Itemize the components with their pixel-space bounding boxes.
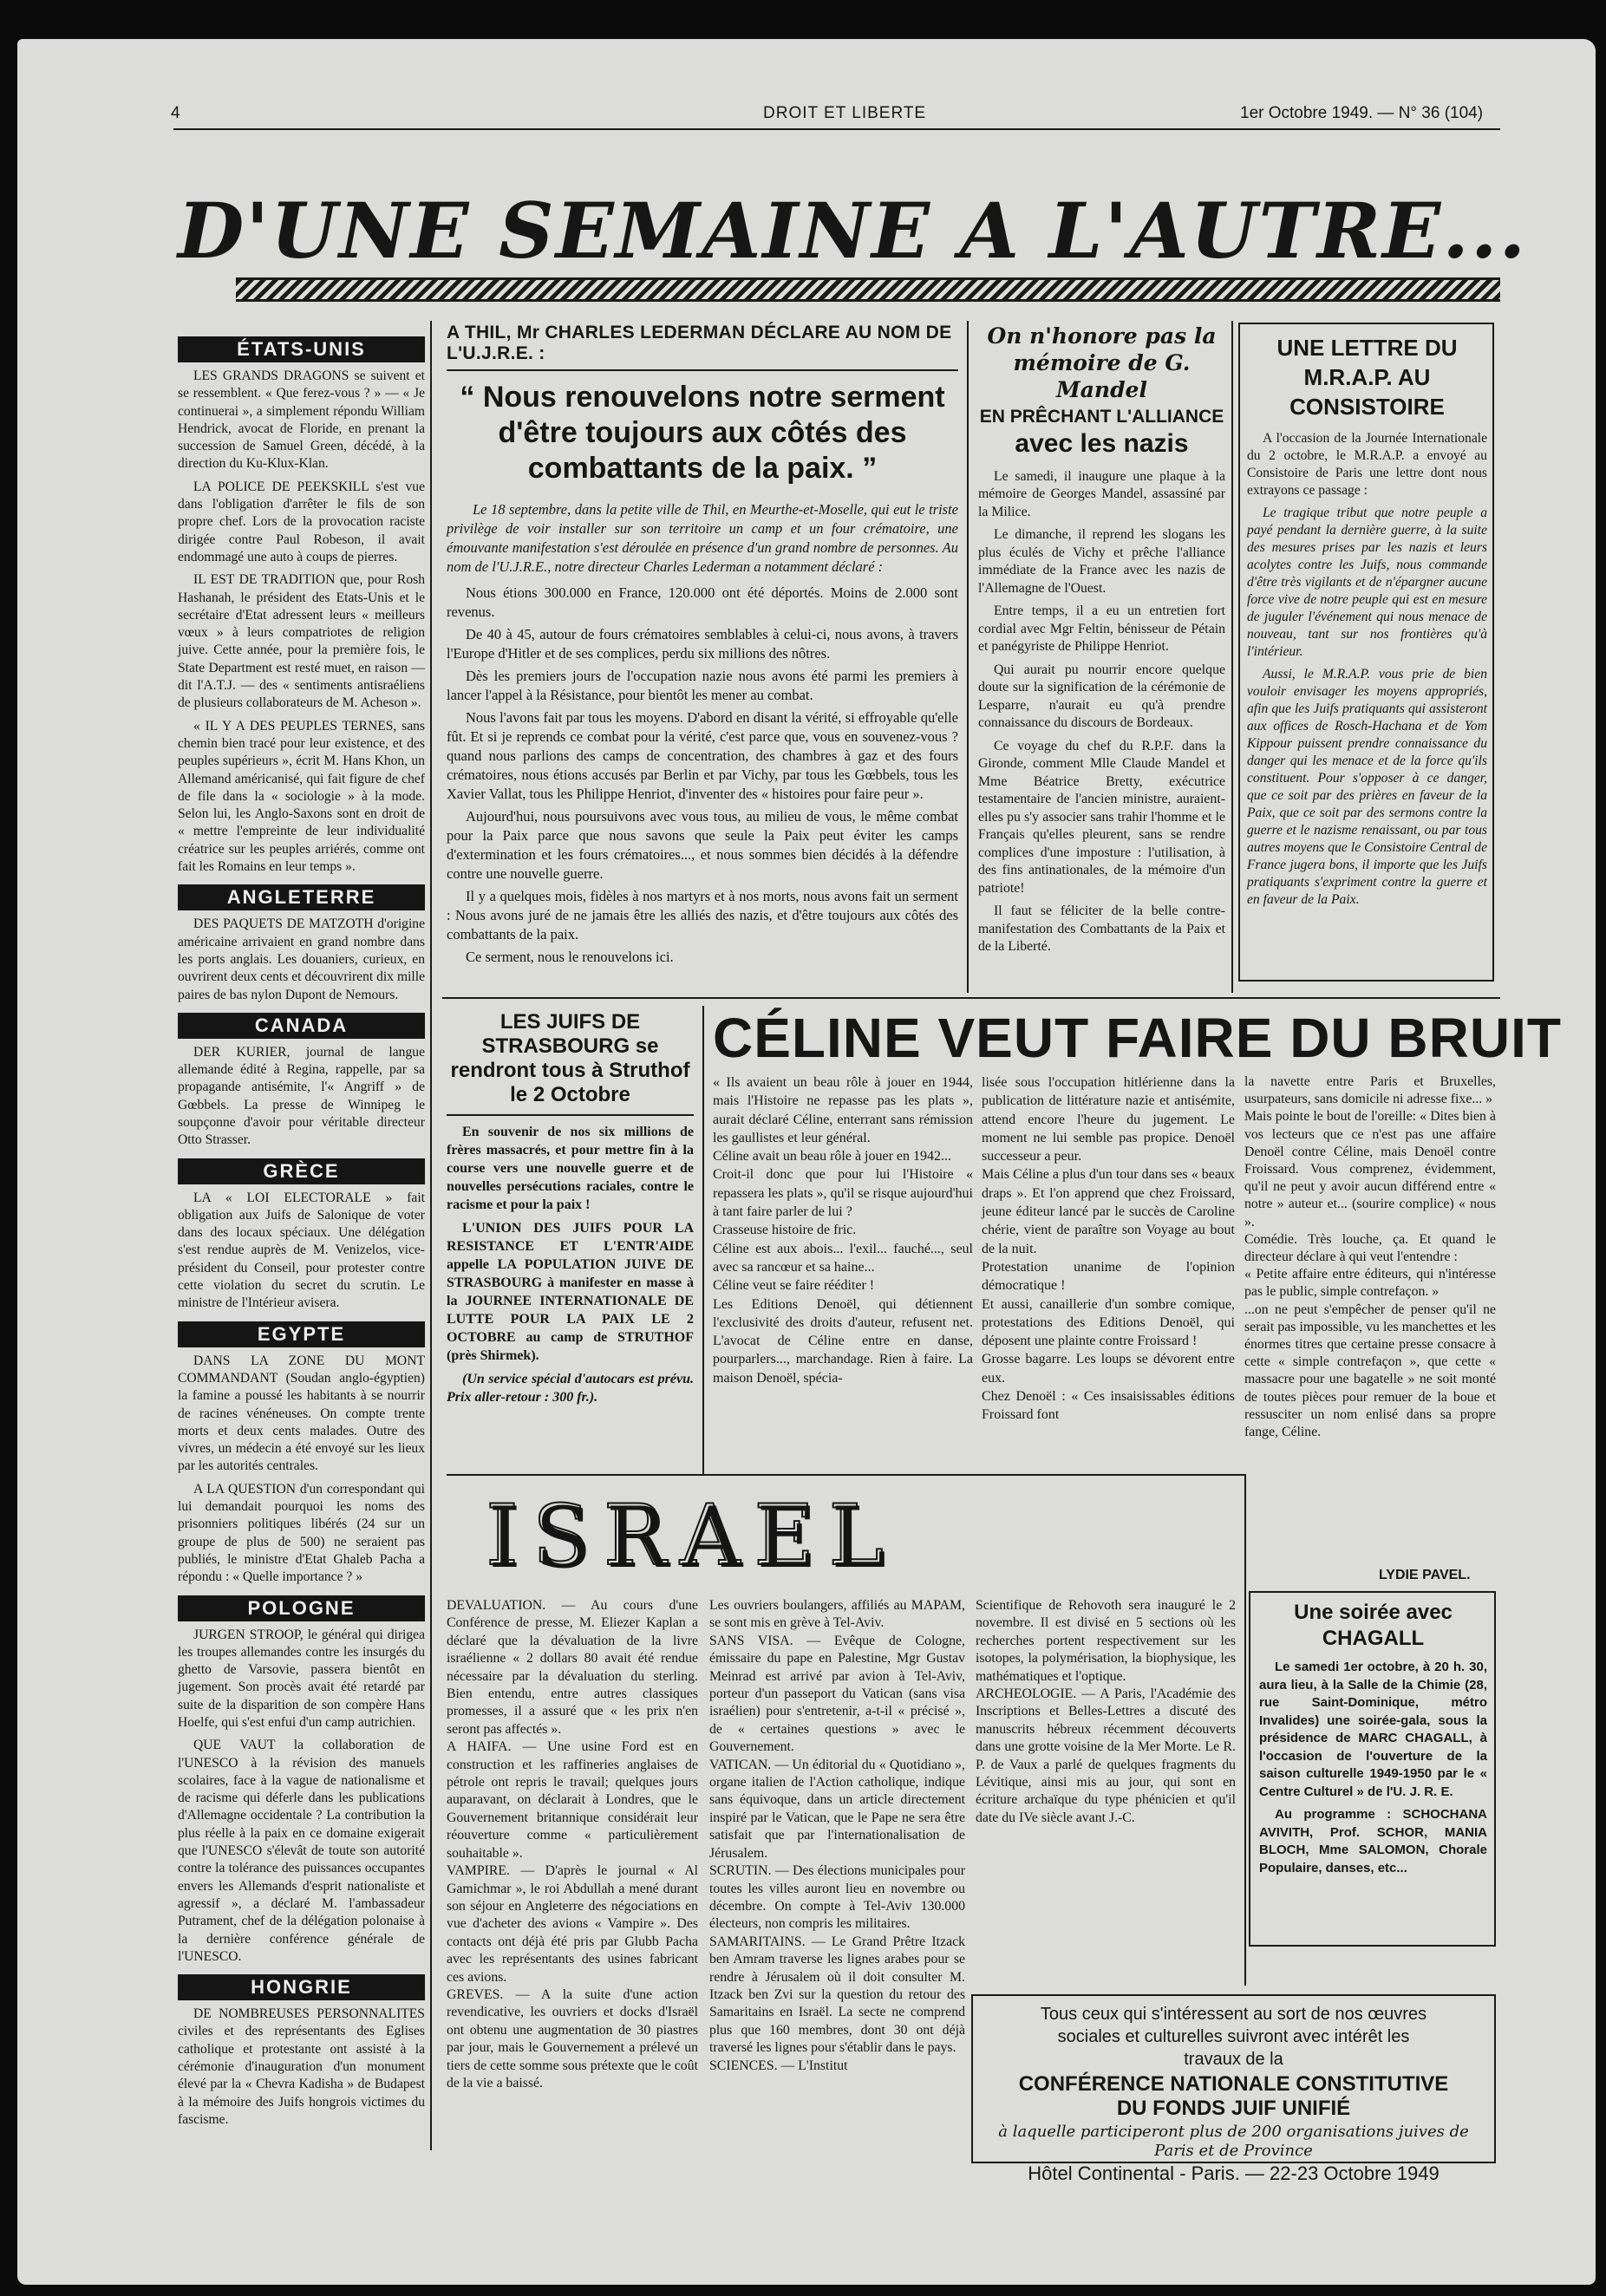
- strasbourg-headline: LES JUIFS DE STRASBOURG se rendront tous à Struthof le 2 Octobre: [447, 1010, 694, 1116]
- paper-name: DROIT ET LIBERTE: [763, 104, 927, 122]
- paragraph: A l'occasion de la Journée Internationale du 2 octobre, le M.R.A.P. a envoyé au Consistoire de Paris une lettre dont nous extrayons ce passage :: [1247, 431, 1487, 498]
- section-bar-angleterre: ANGLETERRE: [178, 884, 425, 910]
- section-rule: [447, 1474, 1244, 1476]
- strasbourg-article: [447, 1010, 694, 1412]
- column-rule: [430, 321, 432, 2150]
- mandel-headline: On n'honore pas la mémoire de G. Mandel: [987, 323, 1217, 402]
- news-angleterre: [178, 916, 425, 1003]
- conference-participants: à laquelle participeront plus de 200 organisations juives de Paris et de Province: [998, 2123, 1469, 2160]
- chagall-box: [1249, 1591, 1496, 1947]
- title-hatch-rule: [236, 277, 1500, 302]
- column-rule: [1231, 321, 1233, 993]
- paragraph: (Un service spécial d'autocars est prévu. Prix aller-retour : 300 fr.).: [447, 1372, 694, 1405]
- column-rule: [702, 1006, 704, 1474]
- paragraph: Ce voyage du chef du R.P.F. dans la Gironde, comment Mlle Claude Mandel et Mme Béatrice Bretty, exécutrice testamentaire de l'ancien ministre, auraient-elles pu s'y associer sans trahir l'homme et le Français qu'elles pleurent, sans se rendre complices d'une imposture : l'utilisation, à des fins antinationales, de la mémoire d'un patriote!: [978, 738, 1225, 896]
- conference-box: [971, 1994, 1496, 2184]
- news-canada: [178, 1044, 425, 1150]
- news-item: JURGEN STROOP, le général qui dirigea les troupes allemandes contre les insurgés du ghetto de Varsovie, passera bientôt en jugement. Son procès avait été retardé par suite de la disparition de son compère Hans Hoelfe, qui s'est enfui d'un camp autrichien.: [178, 1627, 425, 1730]
- column-rule: [1244, 1474, 1246, 1986]
- news-item: IL EST DE TRADITION que, pour Rosh Hashanah, le président des Etats-Unis et le secrétaire d'Etat adressent leurs « meilleurs vœux » à leurs compatriotes de religion juive. Cette année, pour la première fois, le State Department est resté muet, en raison — dit l'A.T.J. — des « sentiments antisraéliens de plusieurs collaborateurs de M. Acheson ».: [178, 572, 425, 711]
- paragraph: Le samedi, il inaugure une plaque à la mémoire de Georges Mandel, assassiné par la Milice.: [978, 468, 1225, 519]
- mandel-subhead-2: avec les nazis: [1015, 429, 1189, 459]
- section-bar-grece: GRÈCE: [178, 1158, 425, 1184]
- israel-headline: ISRAEL: [486, 1487, 898, 1584]
- news-item: DE NOMBREUSES PERSONNALITES civiles et des représentants des Eglises catholique et protestante ont assisté à la cérémonie d'inauguration d'un monument élevé par la « Chevra Kadisha » de Budapest à la mémoire des Juifs hongrois victimes du fascisme.: [178, 2006, 425, 2127]
- thil-lede: Le 18 septembre, dans la petite ville de Thil, en Meurthe-et-Moselle, qui eut le triste privilège de voir installer sur son territoire un camp et un four crématoire, une émouvante manifestation s'est déroulée en présence d'un grand nombre de personnes. Au nom de l'U.J.R.E., notre directeur Charles Lederman a notamment déclaré :: [447, 501, 958, 576]
- celine-col-3: la navette entre Paris et Bruxelles, usurpateurs, sans domicile ni adresse fixe... » Mais pointe le bout de l'oreille: « Dites bien à vos lecteurs que ce n'est pas une affaire Denoël contre Céline, mais Denoël contre Froissard. Vous comprenez, évidemment, qu'il ne peut y avoir aucun différend entre « notre » auteur et... (sourire complice) « nous ». Comédie. Très louche, ça. Et quand le directeur déclare à qui veut l'entendre : « Petite affaire entre éditeurs, qui n'intéresse pas le public, simple contrefaçon. » ...on ne peut s'empêcher de penser qu'il ne serait pas impossible, vu les manchettes et les énormes titres que certaine presse consacre à cette « simple contrefaçon », que cette « massacre pour une bagatelle » ne soit monté de toutes pièces pour remuer de la boue et ressusciter un nom enlisé dans sa propre fange, Céline.: [1244, 1074, 1496, 1440]
- paragraph: Nous étions 300.000 en France, 120.000 ont été déportés. Moins de 2.000 sont revenus.: [447, 584, 958, 621]
- mrap-body: [1247, 430, 1487, 909]
- news-item: LA « LOI ELECTORALE » fait obligation aux Juifs de Salonique de voter dans des locaux spéciaux. Une délégation s'est rendue auprès de M. Venizelos, vice-président du Conseil, pour protester contre cette violation du secret du scrutin. Le ministre de l'Intérieur avisera.: [178, 1190, 425, 1311]
- paragraph: Dès les premiers jours de l'occupation nazie nous avons été parmi les premiers à lancer l'appel à la Résistance, pour bientôt les mener au combat.: [447, 668, 958, 704]
- news-item: DES PAQUETS DE MATZOTH d'origine américaine arrivaient en grand nombre dans les ports anglais. Les douaniers, curieux, en ouvrirent deux cents et découvrirent dix mille paires de bas nylon Dupont de Nemours.: [178, 916, 425, 1002]
- conference-title: [978, 2072, 1489, 2121]
- news-item: « IL Y A DES PEUPLES TERNES, sans chemin bien tracé pour leur existence, et des peuples supérieurs », écrit M. Hans Khon, un Allemand américanisé, qui fait figure de chef de file dans la « sociologie » à la mode. Selon lui, les Anglo-Saxons sont en droit de « mettre l'empreinte de leur individualité créatrice sur les peuples arriérés, comme ont fait les Romains en leur temps ».: [178, 718, 425, 875]
- section-bar-canada: CANADA: [178, 1013, 425, 1039]
- chagall-headline: Une soirée avec CHAGALL: [1294, 1601, 1453, 1650]
- mrap-headline: UNE LETTRE DU M.R.A.P. AU CONSISTOIRE: [1276, 335, 1458, 420]
- thil-article: [447, 323, 958, 970]
- celine-headline: CÉLINE VEUT FAIRE DU BRUIT: [713, 1007, 1562, 1069]
- paragraph: L'UNION DES JUIFS POUR LA RESISTANCE ET L'ENTR'AIDE appelle LA POPULATION JUIVE DE STRASBOURG à manifester en masse à la JOURNEE INTERNATIONALE DE LUTTE POUR LA PAIX LE 2 OCTOBRE au camp de STRUTHOF (près Shirmek).: [447, 1221, 694, 1363]
- paragraph: Ce serment, nous le renouvelons ici.: [466, 949, 674, 966]
- israel-col-1: DEVALUATION. — Au cours d'une Conférence de presse, M. Eliezer Kaplan a déclaré que la dévaluation de la livre israélienne « 2 dollars 80 avait été rendue nécessaire par la dévaluation du sterling. Bien entendu, entre autres classiques promesses, il a assuré que « les prix n'en seront pas affectés ». A HAIFA. — Une usine Ford est en construction et les raffineries anglaises de pétrole ont repris le travail; quelques jours auparavant, on déclarait à Londres, que le Gouvernement britannique considérait leur réouverture comme « particulièrement souhaitable ». VAMPIRE. — D'après le journal « Al Gamichmar », le roi Abdullah a mené durant son séjour en Angleterre des négociations en vue d'acheter des avions « Vampire ». Des contacts ont déjà été pris par Glubb Pacha avec les représentants des usines fabricant ces avions. GREVES. — A la suite d'une action revendicative, les ouvriers et docks d'Israël ont obtenu une augmentation de 30 piastres par jour, mais le Gouvernement a prélevé un tiers de cette somme sous prétexte que le coût de la vie a baissé.: [447, 1598, 698, 2091]
- conference-intro: [978, 2003, 1489, 2071]
- paragraph: Aujourd'hui, nous poursuivons avec vous tous, au milieu de vous, le même combat pour la Paix parce que nous savons que seule la Paix peut éviter les camps d'extermination et les fours crématoires..., et nous sommes bien décidés à la défendre contre une nouvelle guerre.: [447, 808, 958, 883]
- paragraph: De 40 à 45, autour de fours crématoires semblables à celui-ci, nous avons, à travers l'Europe d'Hitler et de ses complices, perdu six millions des nôtres.: [447, 626, 958, 662]
- quote-paragraph: Aussi, le M.R.A.P. vous prie de bien vouloir envisager les moyens appropriés, afin que les Juifs pratiquants qui assisteront aux offices de Rosch-Hachana et de Yom Kippour puissent prendre connaissance du danger qui les menace et de la force qu'ils constituent. Pour s'opposer à ce danger, que ce soit par des prières en faveur de la Paix, que ce soit par des sermons contre la guerre et le nazisme renaissant, ou par tous autres moyens que le Consistoire Central de France jugera bons, il importe que les Juifs pratiquants s'expriment contre la guerre et en faveur de la Paix.: [1247, 667, 1487, 907]
- conference-line: sociales et culturelles suivront avec intérêt les: [1057, 2027, 1410, 2046]
- celine-signature: LYDIE PAVEL.: [1379, 1568, 1471, 1582]
- strasbourg-body: [447, 1123, 694, 1406]
- chagall-body: [1259, 1659, 1487, 1877]
- paragraph: Qui aurait pu nourrir encore quelque doute sur la signification de la cérémonie de Lesparre, n'aurait eu qu'à prendre connaissance du discours de Bordeaux.: [978, 662, 1225, 731]
- news-grece: [178, 1190, 425, 1313]
- mrap-letter-box: [1238, 323, 1494, 982]
- news-hongrie: [178, 2006, 425, 2129]
- israel-col-2: Les ouvriers boulangers, affiliés au MAPAM, se sont mis en grève à Tel-Aviv. SANS VISA. — Evêque de Cologne, émissaire du pape en Palestine, Mgr Gustav Meinrad est arrivé par avion à Tel-Aviv, porteur d'un passeport du Vatican (sans visa israélien) pour s'entretenir, a-t-il « précisé », de « certaines questions » avec le Gouvernement. VATICAN. — Un éditorial du « Quotidiano », organe italien de l'Action catholique, indique sans équivoque, dans un article directement inspiré par le Vatican, que le Pape ne sera être satisfait que par l'internationalisation de Jérusalem. SCRUTIN. — Des élections municipales pour toutes les villes auront lieu en novembre ou décembre. On compte à Tel-Aviv 130.000 électeurs, non compris les militaires. SAMARITAINS. — Le Grand Prêtre Itzack ben Amram traverse les lignes arabes pour se rendre à Jérusalem où il doit consulter M. Itzack ben Zvi sur la question du retour des Samaritains en Israël. La secte ne comprend plus que 160 membres, dont 30 ont déjà traversé les lignes pour s'établir dans le pays. SCIENCES. — L'Institut: [709, 1598, 965, 2073]
- page-number: 4: [171, 104, 180, 122]
- news-item: QUE VAUT la collaboration de l'UNESCO à la révision des manuels scolaires, face à la vague de nationalisme et de racisme qui déferle dans les publications d'Allemagne occidentale ? La contribution la plus réelle à la paix en ce domaine exigerait que l'UNESCO s'élevât de toute son autorité contre la tolérance des puissances occupantes envers les Allemands d'esprit nationaliste et agressif », a déclaré M. l'ambassadeur Putrament, chef de la délégation polonaise à la dernière conférence générale de l'UNESCO.: [178, 1738, 425, 1964]
- section-bar-etats-unis: ÉTATS-UNIS: [178, 336, 425, 362]
- news-etats-unis: [178, 368, 425, 876]
- issue-date: 1er Octobre 1949. — N° 36 (104): [1240, 104, 1484, 122]
- mandel-article: [978, 323, 1225, 962]
- section-bar-hongrie: HONGRIE: [178, 1974, 425, 2000]
- thil-kicker: A THIL, Mr CHARLES LEDERMAN DÉCLARE AU NOM DE L'U.J.R.E. :: [447, 323, 958, 371]
- mandel-subhead: EN PRÊCHANT L'ALLIANCE: [979, 407, 1224, 427]
- world-news-column: [178, 336, 425, 2134]
- column-rule: [967, 321, 969, 993]
- conference-title-line: CONFÉRENCE NATIONALE CONSTITUTIVE: [1018, 2072, 1449, 2096]
- conference-title-line: DU FONDS JUIF UNIFIÉ: [1116, 2097, 1351, 2120]
- section-rule: [442, 997, 1500, 999]
- thil-body: [447, 584, 958, 967]
- paragraph: Il y a quelques mois, fidèles à nos martyrs et à nos morts, nous avons fait un serment : Nous avons juré de ne jamais être les alliés des nazis, et d'être toujours aux côtés des combattants de la paix.: [447, 888, 958, 943]
- paragraph: Nous l'avons fait par tous les moyens. D'abord en disant la vérité, si effroyable qu'elle fût. Et si je reprends ce combat pour la vérité, c'est parce que, vous en souvenez-vous ? quand nous parlions des camps de concentration, des chambres à gaz et des fours crématoires, nous étions accusés par Berlin et par Vichy, par tous les Gœbbels, tous les Xavier Vallat, tous les Philippe Henriot, d'inventer des « histoires pour faire peur ».: [447, 709, 958, 803]
- news-pologne: [178, 1627, 425, 1967]
- header-rule: [173, 128, 1500, 130]
- news-item: DANS LA ZONE DU MONT COMMANDANT (Soudan anglo-égyptien) la famine a poussé les habitants à se nourrir de racines vénéneuses. On compte trente morts et deux cents malades. Outre des vivres, un médecin a été envoyé sur les lieux par les autorités centrales.: [178, 1353, 425, 1474]
- section-bar-pologne: POLOGNE: [178, 1595, 425, 1621]
- news-item: LA POLICE DE PEEKSKILL s'est vue dans l'obligation d'arrêter le fils de son propre chef. Lors de la provocation raciste dirigée contre Paul Robeson, il avait endommagé une auto à coups de pierres.: [178, 479, 425, 564]
- news-item: DER KURIER, journal de langue allemande édité à Regina, rappelle, par sa propagande antisémite, l'« Angriff » de Gœbbels. La presse de Winnipeg le soupçonne d'avoir pour véritable directeur Otto Strasser.: [178, 1044, 425, 1148]
- section-bar-egypte: EGYPTE: [178, 1321, 425, 1347]
- page-title: D'UNE SEMAINE A L'AUTRE...: [178, 186, 1528, 276]
- paragraph: Le dimanche, il reprend les slogans les plus éculés de Vichy et prêche l'alliance immédiate de la France avec les nazis de l'Allemagne de l'Ouest.: [978, 527, 1225, 596]
- celine-col-1: « Ils avaient un beau rôle à jouer en 1944, mais l'Histoire ne repasse pas les plats », aurait déclaré Céline, enterrant sans rémission les gaullistes et leur général. Céline avait un beau rôle à jouer en 1942... Croit-il donc que pour lui l'Histoire « repassera les plats », qu'il se risque aujourd'hui à tant faire parler de lui ? Crasseuse histoire de fric. Céline est aux abois... l'exil... fauché..., seul avec sa rancœur et sa haine... Céline veut se faire rééditer ! Les Editions Denoël, qui détiennent l'exclusivité des droits d'auteur, refusent net. L'avocat de Céline entre en danse, pourparlers..., marchandage. Rien à faire. La maison Denoël, spécia-: [713, 1075, 973, 1386]
- conference-line: travaux de la: [1184, 2050, 1283, 2069]
- quote-paragraph: Le tragique tribut que notre peuple a payé pendant la dernière guerre, à la suite des mesures prises par les nazis et leurs acolytes contre les Juifs, nous commande d'être très vigilants et de n'épargner aucune force vive de notre peuple qui est en mesure de juguler l'événement qui nous menace de nouveau, tant sur nos frontières qu'à l'intérieur.: [1247, 506, 1487, 659]
- paragraph: Le samedi 1er octobre, à 20 h. 30, aura lieu, à la Salle de la Chimie (28, rue Saint-Dominique, métro Invalides) une soirée-gala, sous la présidence de MARC CHAGALL, à l'occasion de l'ouverture de la saison culturelle 1949-1950 par le « Centre Culturel » de l'U. J. R. E.: [1259, 1660, 1487, 1799]
- celine-col-2: lisée sous l'occupation hitlérienne dans la publication de littérature nazie et antisémite, attend encore l'heure du jugement. Le moment ne lui semble pas propice. Denoël successeur a peur. Mais Céline a plus d'un tour dans ses « beaux draps ». Et l'on apprend que chez Froissard, jeune éditeur lancé par le succès de Caroline chérie, vient de paraître son Voyage au bout de la nuit. Protestation unanime de l'opinion démocratique ! Et aussi, canaillerie d'un sombre comique, protestations des Editions Denoël, qui déposent une plainte contre Froissard ! Grosse bagarre. Les loups se dévorent entre eux. Chez Denoël : « Ces insaisissables éditions Froissard font: [982, 1075, 1235, 1423]
- paragraph: Il faut se féliciter de la belle contre-manifestation des Combattants de la Paix et de la Liberté.: [978, 903, 1225, 955]
- news-egypte: [178, 1353, 425, 1587]
- news-item: LES GRANDS DRAGONS se suivent et se ressemblent. « Que ferez-vous ? » — « Je continuerai », a simplement répondu William Hendrick, avocat de Floride, en prenant la succession de Samuel Green, décédé, à la direction du Ku-Klux-Klan.: [178, 369, 425, 472]
- news-item: A LA QUESTION d'un correspondant qui lui demandait pourquoi les noms des prisonniers politiques libérés (24 sur un groupe de plus de 500) ne seraient pas publiés, le ministre d'Etat Ghaleb Pacha a répondu : « Quelle importance ? »: [178, 1481, 425, 1585]
- conference-line: Tous ceux qui s'intéressent au sort de nos œuvres: [1040, 2005, 1427, 2024]
- thil-headline: “ Nous renouvelons notre serment d'être toujours aux côtés des combattants de la paix. ”: [460, 381, 945, 486]
- paragraph: Au programme : SCHOCHANA AVIVITH, Prof. SCHOR, MANIA BLOCH, Mme SALOMON, Chorale Populaire, danses, etc...: [1259, 1807, 1487, 1875]
- paragraph: En souvenir de nos six millions de frères massacrés, et pour mettre fin à la course vers une nouvelle guerre et de nouvelles persécutions raciales, contre le racisme et pour la paix !: [447, 1125, 694, 1212]
- conference-venue: Hôtel Continental - Paris. — 22-23 Octobre 1949: [1028, 2162, 1440, 2184]
- israel-col-3: Scientifique de Rehovoth sera inauguré le 2 novembre. Il est divisé en 5 sections où les recherches portent respectivement sur les isotopes, la polymérisation, la biophysique, les mathématiques et l'optique. ARCHEOLOGIE. — A Paris, l'Académie des Inscriptions et Belles-Lettres a discuté des manuscrits hébreux récemment découverts dans une grotte voisine de la Mer Morte. Le R. P. de Vaux a parlé de quelques fragments du Lévitique, ainsi mis au jour, qui sont en écriture archaïque du type phénicien et qu'il date du IVe siècle avant J.-C.: [976, 1598, 1236, 1825]
- paragraph: Entre temps, il a eu un entretien fort cordial avec Mgr Feltin, bénisseur de Pétain et panégyriste de Philippe Henriot.: [978, 603, 1225, 655]
- mandel-body: [978, 468, 1225, 956]
